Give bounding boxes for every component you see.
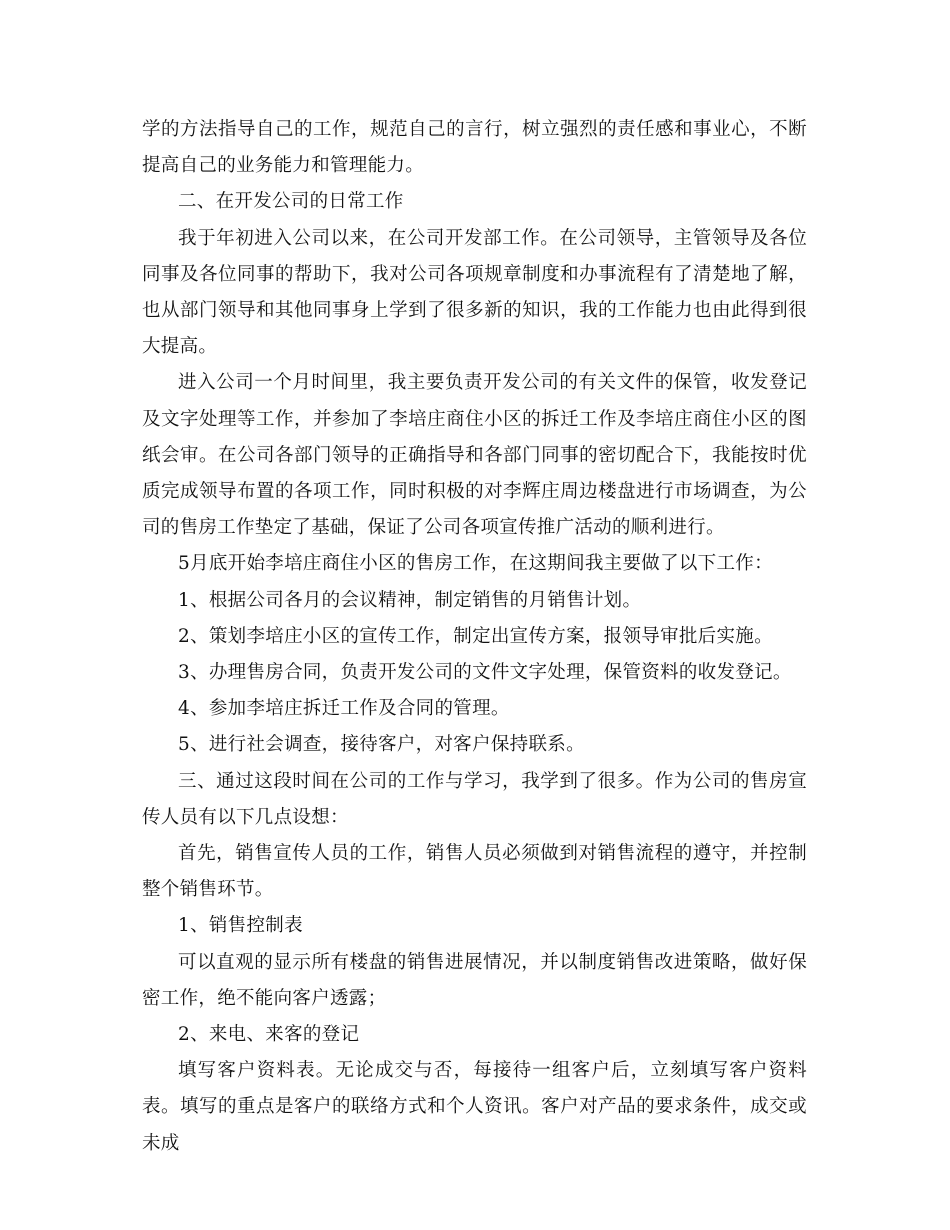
- list-item: 4、参加李培庄拆迁工作及合同的管理。: [178, 698, 510, 720]
- subheading: 1、销售控制表: [178, 915, 303, 937]
- list-item: 2、策划李培庄小区的宣传工作，制定出宣传方案，报领导审批后实施。: [178, 625, 773, 647]
- paragraph: 我于年初进入公司以来，在公司开发部工作。在公司领导，主管领导及各位同事及各位同事的帮助下，我对公司各项规章制度和办事流程有了清楚地了解，也从部门领导和其他同事身上学到了很多新的知识，我的工作能力也由此得到很大提高。: [142, 227, 807, 358]
- document-body: [142, 112, 807, 1162]
- paragraph: 进入公司一个月时间里，我主要负责开发公司的有关文件的保管，收发登记及文字处理等工作，并参加了李培庄商住小区的拆迁工作及李培庄商住小区的图纸会审。在公司各部门领导的正确指导和各部门同事的密切配合下，我能按时优质完成领导布置的各项工作，同时积极的对李辉庄周边楼盘进行市场调查，为公司的售房工作垫定了基础，保证了公司各项宣传推广活动的顺利进行。: [142, 372, 807, 539]
- paragraph: 可以直观的显示所有楼盘的销售进展情况，并以制度销售改进策略，做好保密工作，绝不能向客户透露；: [142, 951, 807, 1009]
- section-heading-3: 三、通过这段时间在公司的工作与学习，我学到了很多。作为公司的售房宣传人员有以下几点设想：: [142, 770, 807, 828]
- section-heading-2: 二、在开发公司的日常工作: [178, 191, 404, 213]
- list-item: 5、进行社会调查，接待客户，对客户保持联系。: [178, 734, 585, 756]
- paragraph: 首先，销售宣传人员的工作，销售人员必须做到对销售流程的遵守，并控制整个销售环节。: [142, 843, 807, 901]
- paragraph-continuation: 学的方法指导自己的工作，规范自己的言行，树立强烈的责任感和事业心，不断提高自己的业务能力和管理能力。: [142, 119, 807, 177]
- subheading: 2、来电、来客的登记: [178, 1024, 360, 1046]
- list-item: 1、根据公司各月的会议精神，制定销售的月销售计划。: [178, 589, 642, 611]
- paragraph: 5月底开始李培庄商住小区的售房工作，在这期间我主要做了以下工作：: [178, 553, 773, 575]
- list-item: 3、办理售房合同，负责开发公司的文件文字处理，保管资料的收发登记。: [178, 662, 792, 684]
- paragraph: 填写客户资料表。无论成交与否，每接待一组客户后，立刻填写客户资料表。填写的重点是客户的联络方式和个人资讯。客户对产品的要求条件，成交或未成: [142, 1060, 807, 1154]
